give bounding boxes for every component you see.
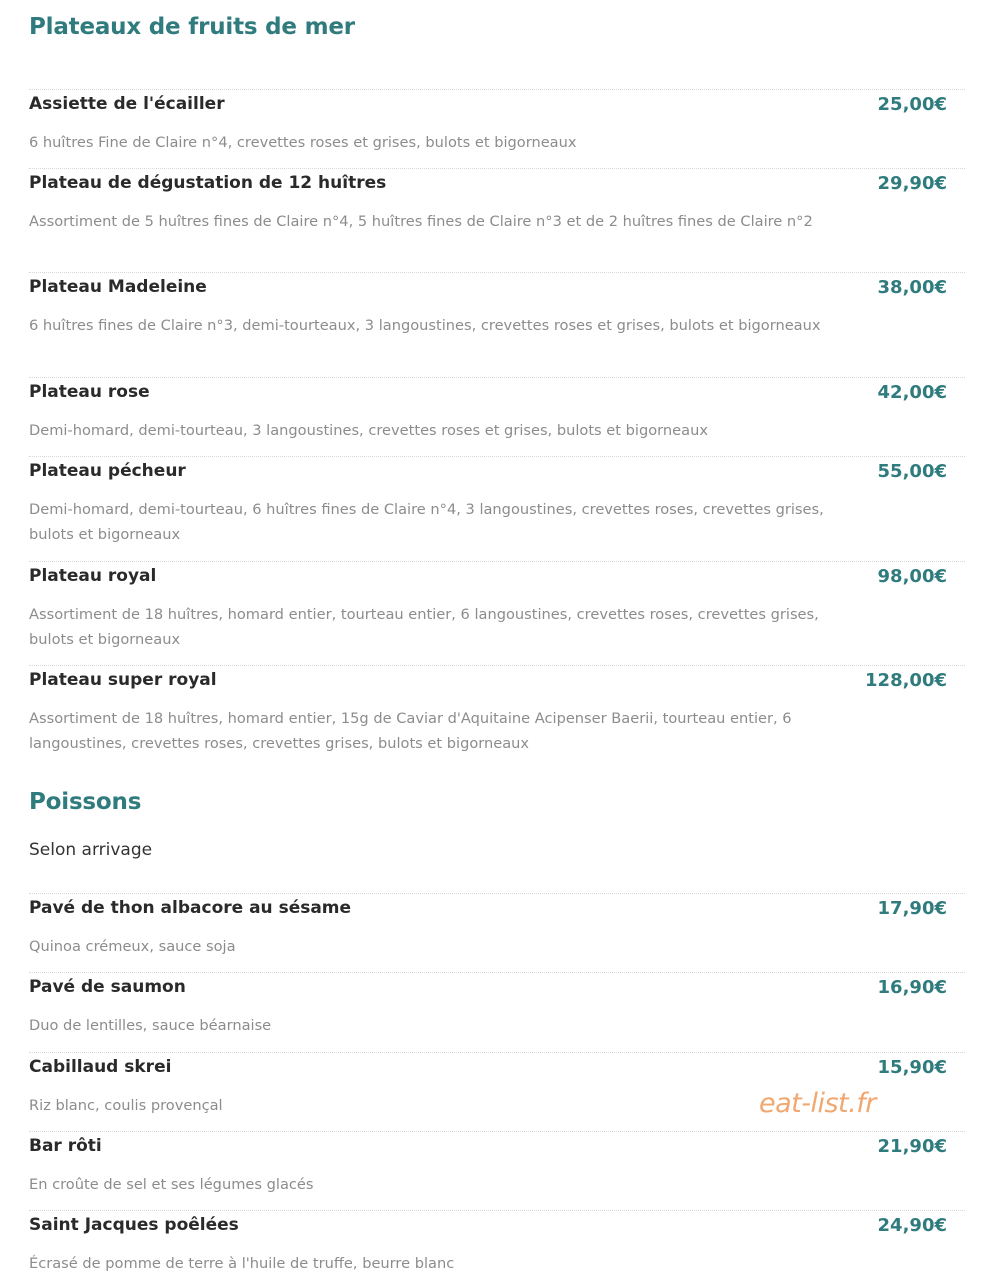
item-price: 42,00€: [877, 382, 947, 403]
item-price: 38,00€: [877, 277, 947, 298]
item-name: Bar rôti: [29, 1136, 102, 1156]
item-name: Cabillaud skrei: [29, 1057, 172, 1077]
divider: [29, 377, 965, 378]
item-price: 98,00€: [877, 566, 947, 587]
item-description: 6 huîtres Fine de Claire n°4, crevettes roses et grises, bulots et bigorneaux: [29, 134, 577, 151]
item-description: Assortiment de 5 huîtres fines de Claire n°4, 5 huîtres fines de Claire n°3 et de 2 huîtres fines de Claire n°2: [29, 213, 813, 230]
item-price: 29,90€: [877, 173, 947, 194]
item-description: Assortiment de 18 huîtres, homard entier, tourteau entier, 6 langoustines, crevettes roses, crevettes grises, bulots et bigorneaux: [29, 606, 819, 648]
item-description: Riz blanc, coulis provençal: [29, 1097, 223, 1114]
item-price: 55,00€: [877, 461, 947, 482]
item-description: 6 huîtres fines de Claire n°3, demi-tourteaux, 3 langoustines, crevettes roses et grises, bulots et bigorneaux: [29, 317, 821, 334]
item-name: Pavé de thon albacore au sésame: [29, 898, 352, 918]
item-name: Plateau royal: [29, 566, 157, 586]
item-description: Duo de lentilles, sauce béarnaise: [29, 1017, 272, 1034]
divider: [29, 561, 965, 562]
item-name: Assiette de l'écailler: [29, 94, 225, 114]
item-name: Plateau Madeleine: [29, 277, 207, 297]
item-name: Plateau super royal: [29, 670, 217, 690]
section-note: Selon arrivage: [29, 840, 153, 860]
item-price: 17,90€: [877, 898, 947, 919]
item-price: 25,00€: [877, 94, 947, 115]
divider: [29, 1052, 965, 1053]
item-description: Assortiment de 18 huîtres, homard entier, 15g de Caviar d'Aquitaine Acipenser Baerii, tourteau entier, 6 langoustines, crevettes roses, crevettes grises, bulots et bigorneaux: [29, 710, 792, 752]
watermark: eat-list.fr: [759, 1088, 876, 1119]
item-description: Quinoa crémeux, sauce soja: [29, 938, 236, 955]
item-name: Plateau pécheur: [29, 461, 186, 481]
item-price: 128,00€: [865, 670, 947, 691]
item-name: Pavé de saumon: [29, 977, 186, 997]
item-price: 24,90€: [877, 1215, 947, 1236]
divider: [29, 272, 965, 273]
item-price: 15,90€: [877, 1057, 947, 1078]
item-description: Demi-homard, demi-tourteau, 6 huîtres fines de Claire n°4, 3 langoustines, crevettes roses, crevettes grises, bulots et bigorneaux: [29, 501, 824, 543]
divider: [29, 89, 965, 90]
item-description: Écrasé de pomme de terre à l'huile de truffe, beurre blanc: [29, 1255, 455, 1272]
item-description: En croûte de sel et ses légumes glacés: [29, 1176, 314, 1193]
divider: [29, 893, 965, 894]
item-name: Plateau rose: [29, 382, 150, 402]
divider: [29, 1131, 965, 1132]
divider: [29, 665, 965, 666]
section-title-plateaux: Plateaux de fruits de mer: [29, 14, 355, 40]
item-description: Demi-homard, demi-tourteau, 3 langoustines, crevettes roses et grises, bulots et bigorneaux: [29, 422, 708, 439]
item-price: 21,90€: [877, 1136, 947, 1157]
divider: [29, 168, 965, 169]
item-price: 16,90€: [877, 977, 947, 998]
item-name: Saint Jacques poêlées: [29, 1215, 239, 1235]
section-title-poissons: Poissons: [29, 789, 142, 815]
divider: [29, 456, 965, 457]
divider: [29, 972, 965, 973]
item-name: Plateau de dégustation de 12 huîtres: [29, 173, 387, 193]
divider: [29, 1210, 965, 1211]
